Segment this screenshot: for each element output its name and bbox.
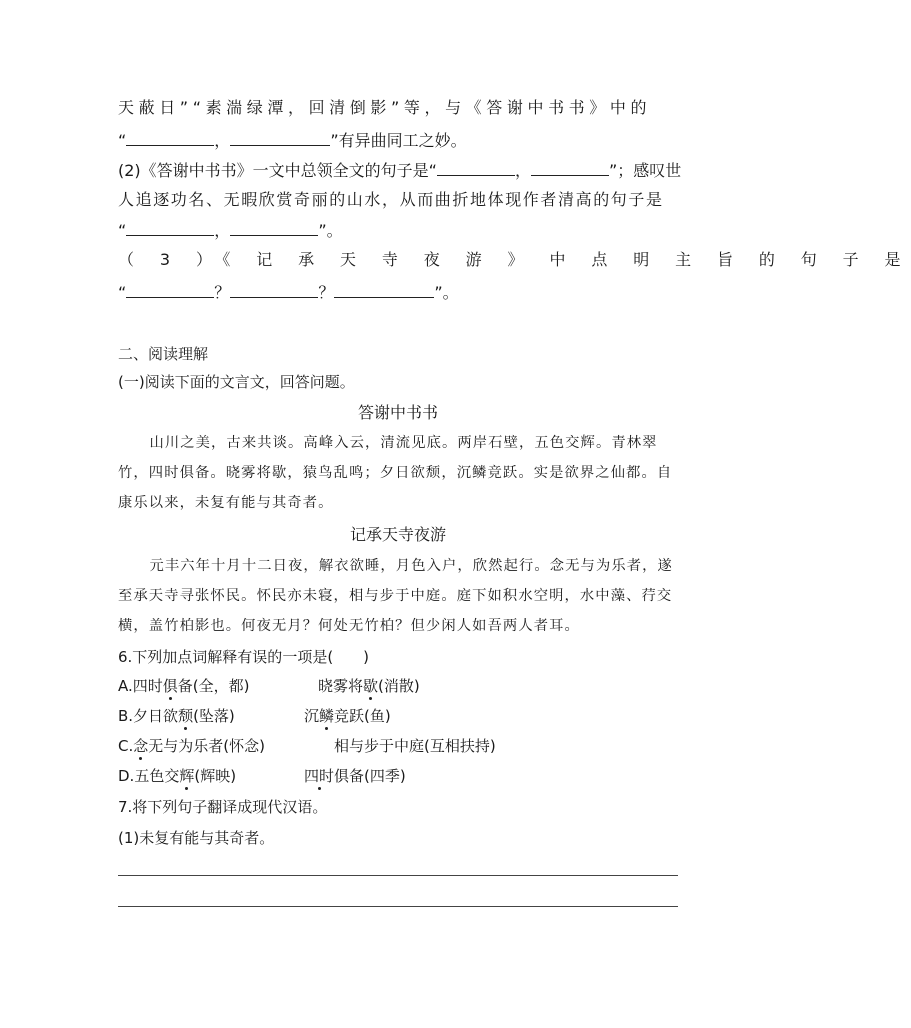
answer-blank[interactable] [230, 130, 330, 146]
question-6-stem: 6.下列加点词解释有误的一项是( ) [118, 648, 370, 666]
text-line-7 [118, 282, 459, 303]
option-text: C. [118, 737, 134, 755]
question-2-prefix: (2)《答谢中书书》一文中总领全文的句子是“ [118, 161, 437, 180]
option-text: 无与为乐者(怀念) [148, 737, 265, 755]
text-line-1: 天蔽日”“素湍绿潭，回清倒影”等，与《答谢中书书》中的 [118, 98, 652, 117]
option-text: 晓雾将 [318, 677, 364, 695]
answer-blank[interactable] [126, 130, 214, 146]
text-line-5 [118, 220, 343, 241]
passage-1-body [118, 428, 680, 518]
text-line-4: 人追逐功名、无暇欣赏奇丽的山水，从而曲折地体现作者清高的句子是 [118, 190, 664, 209]
option-text: 相与步于中庭(互相扶持) [334, 737, 496, 755]
answer-line[interactable] [118, 875, 678, 876]
option-text: (消散) [378, 677, 420, 695]
answer-blank[interactable] [437, 160, 515, 176]
quote-open: “ [118, 131, 127, 150]
option-text: 俱备(四季) [334, 767, 406, 785]
quote-close: ”。 [434, 283, 459, 302]
dotted-word: 鳞 [319, 707, 335, 725]
section-intro: (一)阅读下面的文言文，回答问题。 [118, 373, 355, 391]
quote-open: “ [118, 283, 127, 302]
answer-blank[interactable] [126, 282, 214, 298]
answer-blank[interactable] [334, 282, 434, 298]
quote-open: “ [118, 221, 127, 240]
dotted-word: 俱 [162, 677, 178, 695]
option-d-right[interactable] [304, 766, 406, 786]
option-text: 竞跃(鱼) [334, 707, 391, 725]
option-text: B.夕日欲 [118, 707, 179, 725]
text-line-2 [118, 130, 467, 151]
question-7-sub-1: (1)未复有能与其奇者。 [118, 829, 275, 847]
dotted-word: 颓 [178, 707, 194, 725]
option-text: D.五色交 [118, 767, 180, 785]
option-a-left[interactable] [118, 676, 250, 696]
passage-2-body [118, 551, 680, 641]
passage-1-text: 山川之美，古来共谈。高峰入云，清流见底。两岸石壁，五色交辉。青林翠竹，四时俱备。晓雾将歇，猿鸟乱鸣；夕日欲颓，沉鳞竞跃。实是欲界之仙都。自康乐以来，未复有能与其奇者。 [118, 435, 673, 511]
question-2-suffix: ”；感叹世 [608, 161, 682, 180]
option-text: 备(全，都) [177, 677, 250, 695]
passage-2-text: 元丰六年十月十二日夜，解衣欲睡，月色入户，欣然起行。念无与为乐者，遂至承天寺寻张怀民。怀民亦未寝，相与步于中庭。庭下如积水空明，水中藻、荇交横，盖竹柏影也。何夜无月？何处无竹柏？但少闲人如吾两人者耳。 [118, 558, 673, 634]
question-7-stem: 7.将下列句子翻译成现代汉语。 [118, 798, 328, 816]
option-d-left[interactable] [118, 766, 236, 786]
comma: ， [214, 131, 231, 150]
option-text: (辉映) [194, 767, 237, 785]
answer-line[interactable] [118, 906, 678, 907]
answer-blank[interactable] [531, 160, 609, 176]
answer-blank[interactable] [126, 220, 214, 236]
comma: ， [214, 221, 231, 240]
section-heading: 二、阅读理解 [118, 345, 209, 363]
question-mark: ？ [318, 283, 335, 302]
text-line-3 [118, 160, 681, 181]
option-c-right[interactable] [334, 736, 496, 756]
text-line-6: （ 3 ）《 记 承 天 寺 夜 游 》 中 点 明 主 旨 的 句 子 是 [118, 250, 911, 269]
dotted-word: 辉 [179, 767, 195, 785]
quote-close: ”。 [318, 221, 343, 240]
line-2-suffix: ”有异曲同工之妙。 [330, 131, 467, 150]
option-text: 沉 [304, 707, 320, 725]
option-b-right[interactable] [304, 706, 391, 726]
option-text: A.四时 [118, 677, 163, 695]
dotted-word: 歇 [363, 677, 379, 695]
comma: ， [514, 161, 531, 180]
option-a-right[interactable] [318, 676, 420, 696]
option-text: (坠落) [193, 707, 235, 725]
option-c-left[interactable] [118, 736, 265, 756]
passage-1-title: 答谢中书书 [357, 403, 438, 422]
option-b-left[interactable] [118, 706, 235, 726]
question-mark: ？ [214, 283, 231, 302]
dotted-word: 四时 [304, 767, 335, 785]
passage-2-title: 记承天寺夜游 [349, 525, 446, 544]
answer-blank[interactable] [230, 220, 318, 236]
dotted-word: 念 [133, 737, 149, 755]
answer-blank[interactable] [230, 282, 318, 298]
